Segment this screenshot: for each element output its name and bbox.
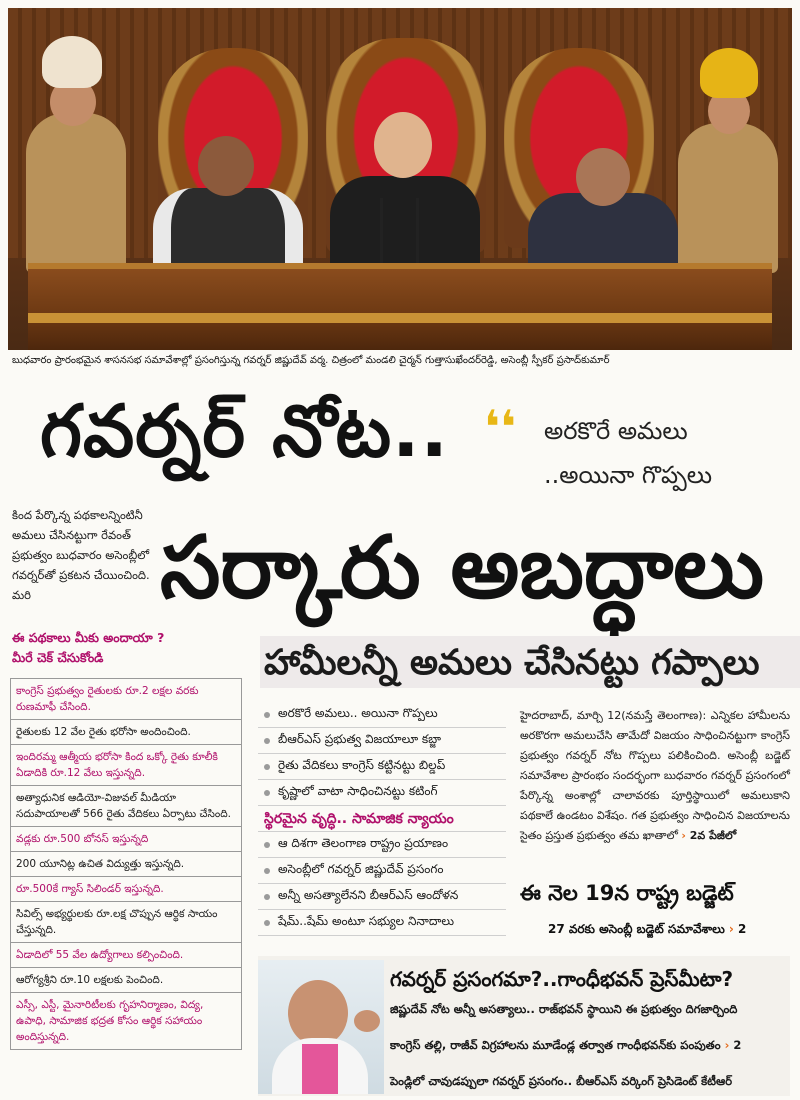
bottom-line3: పెండ్లిలో చావుడప్పులా గవర్నర్ ప్రసంగం.. బీఆర్‌ఎస్ వర్కింగ్ ప్రెసిడెంట్ కేటీఆర్ (390, 1074, 733, 1088)
bottom-line1: జిష్ణుదేవ్ నోట అన్నీ అసత్యాలు.. రాజ్‌భవన్ స్థాయిని ఈ ప్రభుత్వం దిగజార్చింది (390, 1002, 738, 1016)
podium-trim (28, 313, 772, 323)
highlights (258, 702, 506, 936)
photo-caption: బుధవారం ప్రారంభమైన శాసనసభ సమావేశాల్లో ప్రసంగిస్తున్న గవర్నర్ జిష్ణుదేవ్ వర్మ. చిత్రంలో మండలి చైర్మన్ గుత్తాసుఖేందర్‌రెడ్డి, అసెంబ్లీ స్పీకర్ ప్రసాద్‌కుమార్ (12, 355, 610, 366)
article-text: హైదరాబాద్, మార్చి 12(నమస్తే తెలంగాణ): ఎన్నికల హామీలను అరకొరగా అమలుచేసి తామేదో విజయం సాధించినట్టుగా కాంగ్రెస్ ప్రభుత్వం గవర్నర్ నోట గొప్పలు పలికించింది. అసెంబ్లీ బడ్జెట్ సమావేశాల ప్రారంభం సందర్భంగా బుధవారం గవర్నర్ ప్రసంగంలో పేర్కొన్న అంశాల్లో చాలావరకు పూర్తిస్థాయిలో అమలుకాని పథకాలే ఉండటం విశేషం. గత ప్రభుత్వం సాధించిన విజయాలను సైతం ప్రస్తుత ప్రభుత్వం తమ ఖాతాలో (520, 709, 790, 842)
intro-text: కింద పేర్కొన్న పథకాలన్నింటినీ అమలు చేసినట్టుగా రేవంత్ ప్రభుత్వం బుధవారం అసెంబ్లీలో గవర్నర్‌తో ప్రకటన చేయించింది. మరి (12, 508, 150, 602)
promise-item: రైతులకు 12 వేల రైతు భరోసా అందించింది. (11, 720, 241, 745)
bullet-item (258, 910, 506, 936)
bullet-item (258, 702, 506, 728)
promise-item: రూ.500కే గ్యాస్ సిలిండర్ ఇస్తున్నది. (11, 877, 241, 902)
promise-item: ఏడాదిలో 55 వేల ఉద్యోగాలు కల్పించింది. (11, 943, 241, 968)
quote-line2: ..అయినా గొప్పలు (544, 461, 713, 489)
section-title: స్థిరమైన వృద్ధి.. సామాజిక న్యాయం (258, 806, 506, 832)
chairman-head (198, 136, 254, 196)
promises-list (10, 678, 242, 1050)
promise-item: అత్యాధునిక ఆడియో-విజువల్ మీడియా సదుపాయాలతో 566 రైతు వేదికలు ఏర్పాటు చేసింది. (11, 786, 241, 827)
quote-icon: ❛❛ (484, 400, 516, 454)
mic-right (416, 198, 419, 268)
bullet-dot-icon (264, 920, 270, 926)
bullet-text: కృష్ణాలో వాటా సాధించినట్టు కటింగ్ (278, 784, 438, 798)
guard-left-turban (42, 36, 102, 88)
headline-line2: సర్కారు అబద్ధాలు (160, 518, 764, 618)
bullet-dot-icon (264, 790, 270, 796)
quote-line1: అరకొరే అమలు (544, 417, 688, 445)
bullet-dot-icon (264, 842, 270, 848)
bullet-text: అన్నీ అసత్యాలేనని బీఆర్‌ఎస్ ఆందోళన (278, 888, 459, 902)
article-body (520, 706, 790, 846)
bullet-item (258, 858, 506, 884)
photo-face (288, 980, 348, 1046)
chevron-right-icon: › (724, 1038, 734, 1052)
bullet-dot-icon (264, 738, 270, 744)
headline-line1: గవర్నర్ నోట.. (40, 389, 449, 473)
budget-headline: ఈ నెల 19న రాష్ట్ర బడ్జెట్ (520, 881, 734, 905)
governor-head (374, 112, 432, 178)
bullet-text: షేమ్..షేమ్ అంటూ సభ్యుల నినాదాలు (278, 914, 455, 928)
chevron-right-icon: › (728, 922, 739, 936)
bullet-dot-icon (264, 764, 270, 770)
bullet-item (258, 728, 506, 754)
photo-scarf (302, 1044, 338, 1094)
bullet-dot-icon (264, 894, 270, 900)
budget-sub (548, 918, 746, 940)
bullet-item (258, 884, 506, 910)
budget-page[interactable]: 2 (738, 922, 747, 936)
speaker-head (576, 148, 630, 206)
guard-left (26, 113, 126, 273)
guard-right (678, 123, 778, 273)
promise-item: కాంగ్రెస్ ప్రభుత్వం రైతులకు రూ.2 లక్షల వరకు రుణమాఫీ చేసింది. (11, 679, 241, 720)
promise-item: ఎస్సీ, ఎస్టీ, మైనారిటీలకు గృహనిర్మాణం, విద్య, ఉపాధి, సామాజిక భద్రత కోసం ఆర్థిక సహాయం అందిస్తున్నది. (11, 993, 241, 1050)
podium-desk (28, 263, 772, 350)
budget-sub-text: 27 వరకు అసెంబ్లీ బడ్జెట్ సమావేశాలు (548, 922, 725, 936)
mic-left (380, 198, 383, 268)
bottom-line2 (390, 1034, 741, 1056)
bullet-text: బీఆర్‌ఎస్ ప్రభుత్వ విజయాలూ కబ్జా (278, 732, 442, 746)
bullet-text: అరకొరే అమలు.. అయినా గొప్పలు (278, 706, 438, 720)
promise-item: 200 యూనిట్ల ఉచిత విద్యుత్తు ఇస్తున్నది. (11, 852, 241, 877)
guard-right-turban (700, 48, 758, 98)
bullet-text: ఆ దిశగా తెలంగాణ రాష్ట్రం ప్రయాణం (278, 836, 449, 850)
check-line1: ఈ పథకాలు మీకు అందాయా ? (12, 630, 165, 645)
article-continued[interactable]: 2వ పేజీలో (689, 829, 737, 842)
bottom-headline: గవర్నర్ ప్రసంగమా?..గాంధీభవన్ ప్రెస్‌మీటా? (390, 967, 734, 991)
subhead: హామీలన్నీ అమలు చేసినట్టు గప్పాలు (264, 643, 760, 683)
check-callout (12, 628, 212, 668)
bottom-line2-page[interactable]: 2 (733, 1038, 742, 1052)
promise-item: వడ్లకు రూ.500 బోనస్ ఇస్తున్నది (11, 827, 241, 852)
bullet-item (258, 780, 506, 806)
bullet-item (258, 832, 506, 858)
ktr-photo (258, 960, 384, 1094)
bullet-item (258, 754, 506, 780)
bullet-dot-icon (264, 868, 270, 874)
assembly-photo (8, 8, 792, 350)
photo-hand (354, 1010, 380, 1032)
check-line2: మీరే చెక్ చేసుకోండి (12, 650, 104, 665)
bullet-dot-icon (264, 712, 270, 718)
promise-item: ఇందిరమ్మ ఆత్మీయ భరోసా కింద ఒక్కో రైతు కూలీకి ఏడాదికి రూ.12 వేలు ఇస్తున్నది. (11, 745, 241, 786)
bullet-text: అసెంబ్లీలో గవర్నర్ జిష్ణుదేవ్ ప్రసంగం (278, 862, 444, 876)
promise-item: సివిల్స్ అభ్యర్థులకు రూ.లక్ష చొప్పున ఆర్థిక సాయం చేస్తున్నది. (11, 902, 241, 943)
bullet-text: రైతు వేదికలు కాంగ్రెస్ కట్టినట్టు బిల్డప్ (278, 758, 446, 772)
continue-arrow-icon: › (681, 829, 690, 842)
promise-item: ఆరోగ్యశ్రీని రూ.10 లక్షలకు పెంచింది. (11, 968, 241, 993)
bottom-line2-text: కాంగ్రెస్ తల్లి, రాజీవ్ విగ్రహాలను మూడేండ్ల తర్వాత గాంధీభవన్‌కు పంపుతం (390, 1038, 721, 1052)
